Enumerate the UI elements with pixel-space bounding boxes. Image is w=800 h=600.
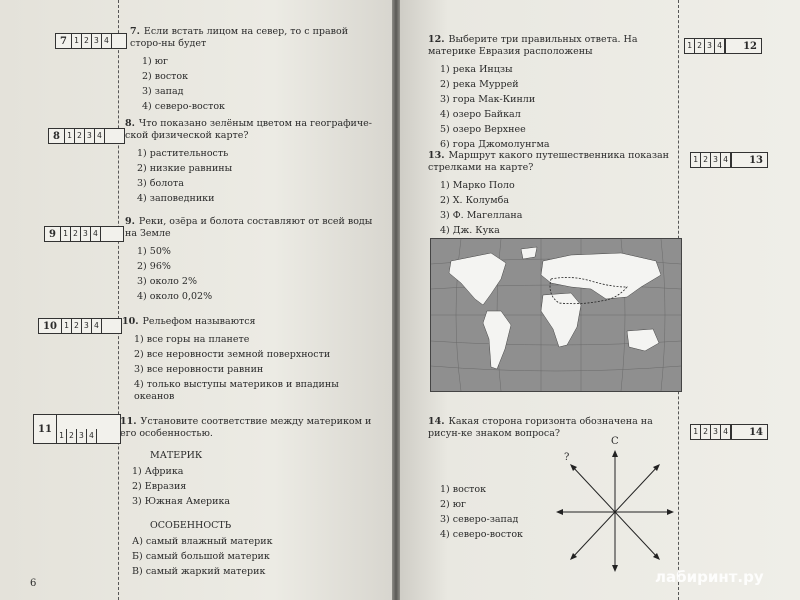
options-list xyxy=(130,56,380,113)
answer-cells[interactable]: 1 2 3 4 xyxy=(61,319,102,333)
list-item: А) самый влажный материк xyxy=(132,536,273,547)
option[interactable]: 4) Дж. Кука xyxy=(440,225,500,236)
options-list xyxy=(428,484,548,541)
option[interactable]: 3) все неровности равнин xyxy=(134,364,264,375)
question-10: 10. Рельефом называются 1) все горы на планете 2) все неровности земной поверхности 3) все неровности равнин 4) только выступы материков и впадины океанов xyxy=(122,316,380,406)
book-spine xyxy=(392,0,400,600)
option[interactable]: 4) только выступы материков и впадины океанов xyxy=(134,379,339,402)
question-14-options xyxy=(428,484,548,544)
option[interactable]: 4) северо-восток xyxy=(142,101,225,112)
continent-list xyxy=(120,466,382,508)
question-9: 9. Реки, озёра и болота составляют от всей воды на Земле 1) 50% 2) 96% 3) около 2% 4) около 0,02% xyxy=(125,216,380,306)
answer-box-12[interactable] xyxy=(684,38,762,54)
compass-question-mark: ? xyxy=(564,452,570,463)
answer-box-14[interactable] xyxy=(690,424,768,440)
option[interactable]: 2) низкие равнины xyxy=(137,163,233,174)
option[interactable]: 1) река Инцзы xyxy=(440,64,513,75)
option[interactable]: 2) все неровности земной поверхности xyxy=(134,349,331,360)
option[interactable]: 2) 96% xyxy=(137,261,171,272)
options-list xyxy=(125,246,380,303)
option[interactable]: 3) Ф. Магеллана xyxy=(440,210,523,221)
answer-cells[interactable]: 1 2 3 4 xyxy=(691,153,732,167)
question-13: 13. Маршрут какого путешественника показан стрелками на карте? 1) Марко Поло 2) Х. Колумба 3) Ф. Магеллана 4) Дж. Кука xyxy=(428,150,678,240)
list-item: 2) Евразия xyxy=(132,481,187,492)
answer-cells[interactable]: 1 2 3 4 xyxy=(685,39,726,53)
watermark-logo: лабиринт.ру xyxy=(655,568,764,586)
list-item: 3) Южная Америка xyxy=(132,496,231,507)
compass-figure xyxy=(550,436,680,580)
answer-cells[interactable]: 1 2 3 4 xyxy=(56,415,97,443)
answer-cells[interactable]: 1 2 3 4 xyxy=(71,34,112,48)
option[interactable]: 4) около 0,02% xyxy=(137,291,213,302)
answer-cells[interactable]: 1 2 3 4 xyxy=(691,425,732,439)
margin-dashed-line xyxy=(118,0,119,600)
answer-box-number: 10 xyxy=(43,320,57,332)
list-item: Б) самый большой материк xyxy=(132,551,270,562)
option[interactable]: 4) северо-восток xyxy=(440,529,523,540)
question-11: 11. Установите соответствие между материком и его особенностью. МАТЕРИК 1) Африка 2) Евразия 3) Южная Америка ОСОБЕННОСТЬ А) самый влажный материк Б) самый большой материк В) самый жаркий материк xyxy=(120,416,382,581)
options-list xyxy=(125,148,380,205)
options-list xyxy=(428,180,678,237)
option[interactable]: 1) растительность xyxy=(137,148,229,159)
option[interactable]: 5) озеро Верхнее xyxy=(440,124,526,135)
option[interactable]: 1) Марко Поло xyxy=(440,180,515,191)
option[interactable]: 1) восток xyxy=(440,484,487,495)
question-7: 7. Если встать лицом на север, то с правой сторо-ны будет 1) юг 2) восток 3) запад 4) северо-восток xyxy=(130,26,380,116)
option[interactable]: 1) юг xyxy=(142,56,169,67)
option[interactable]: 3) северо-запад xyxy=(440,514,519,525)
subheading-feature: ОСОБЕННОСТЬ xyxy=(150,520,232,531)
answer-box-number: 13 xyxy=(749,154,763,166)
compass-north-label: С xyxy=(611,436,619,447)
option[interactable]: 2) Х. Колумба xyxy=(440,195,510,206)
answer-box-number: 8 xyxy=(53,130,60,142)
left-page xyxy=(0,0,392,600)
option[interactable]: 3) около 2% xyxy=(137,276,197,287)
answer-cells[interactable]: 1 2 3 4 xyxy=(64,129,105,143)
option[interactable]: 3) запад xyxy=(142,86,184,97)
question-12: 12. Выберите три правильных ответа. На материке Евразия расположены 1) река Инцзы 2) река Муррей 3) гора Мак-Кинли 4) озеро Байкал 5) озеро Верхнее 6) гора Джомолунгма xyxy=(428,34,678,154)
option[interactable]: 6) гора Джомолунгма xyxy=(440,139,550,150)
answer-box-7[interactable] xyxy=(55,33,127,49)
answer-box-11[interactable] xyxy=(33,414,121,444)
answer-cells[interactable]: 1 2 3 4 xyxy=(60,227,101,241)
option[interactable]: 4) озеро Байкал xyxy=(440,109,521,120)
question-14: 14. Какая сторона горизонта обозначена на рисун-ке знаком вопроса? xyxy=(428,416,653,439)
option[interactable]: 1) все горы на планете xyxy=(134,334,250,345)
compass-rose-icon xyxy=(550,440,680,580)
right-page xyxy=(400,0,800,600)
subheading-continent: МАТЕРИК xyxy=(150,450,203,461)
list-item: В) самый жаркий материк xyxy=(132,566,266,577)
answer-box-number: 14 xyxy=(749,426,763,438)
answer-box-number: 7 xyxy=(60,35,67,47)
answer-box-13[interactable] xyxy=(690,152,768,168)
page-number: 6 xyxy=(30,578,37,589)
option[interactable]: 2) восток xyxy=(142,71,189,82)
options-list xyxy=(122,334,380,403)
option[interactable]: 4) заповедники xyxy=(137,193,215,204)
option[interactable]: 1) 50% xyxy=(137,246,171,257)
answer-box-number: 12 xyxy=(743,40,757,52)
option[interactable]: 3) гора Мак-Кинли xyxy=(440,94,536,105)
option[interactable]: 2) река Муррей xyxy=(440,79,519,90)
answer-box-8[interactable] xyxy=(48,128,125,144)
answer-box-10[interactable] xyxy=(38,318,122,334)
option[interactable]: 3) болота xyxy=(137,178,184,189)
world-map xyxy=(430,238,682,392)
continent-greenland xyxy=(521,247,537,259)
answer-box-9[interactable] xyxy=(44,226,124,242)
list-item: 1) Африка xyxy=(132,466,184,477)
question-8: 8. Что показано зелёным цветом на географиче-ской физической карте? 1) растительность 2) низкие равнины 3) болота 4) заповедники xyxy=(125,118,380,208)
answer-box-number: 9 xyxy=(49,228,56,240)
option[interactable]: 2) юг xyxy=(440,499,467,510)
feature-list xyxy=(120,536,382,578)
answer-box-number: 11 xyxy=(38,423,52,435)
options-list xyxy=(428,64,678,151)
